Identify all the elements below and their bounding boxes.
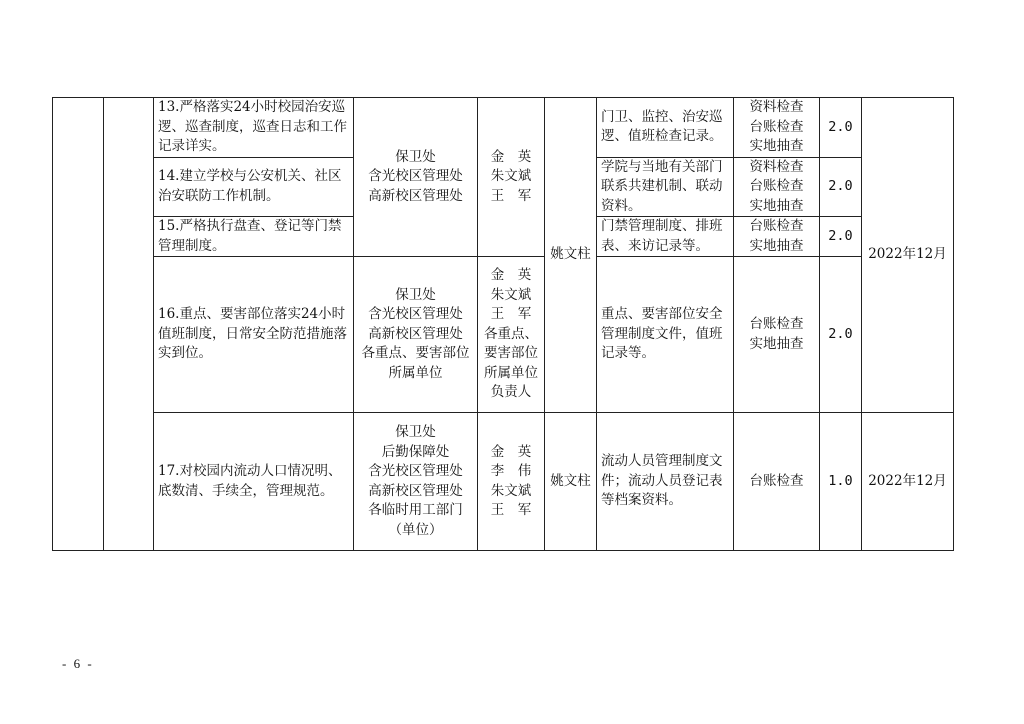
score-cell: 1.0 bbox=[820, 413, 862, 551]
page-number: - 6 - bbox=[62, 656, 94, 671]
leader-cell: 姚文柱 bbox=[545, 98, 597, 413]
deadline-cell: 2022年12月 bbox=[862, 413, 954, 551]
method-cell: 流动人员管理制度文件；流动人员登记表等档案资料。 bbox=[597, 413, 734, 551]
responsibility-table bbox=[52, 97, 954, 551]
table-row bbox=[53, 98, 954, 158]
task-cell: 17.对校园内流动人口情况明、底数清、手续全，管理规范。 bbox=[154, 413, 354, 551]
table-row bbox=[53, 413, 954, 551]
check-cell: 台账检查 实地抽查 bbox=[734, 217, 820, 257]
dept-cell: 保卫处 后勤保障处 含光校区管理处 高新校区管理处 各临时用工部门 （单位） bbox=[354, 413, 478, 551]
category-cell bbox=[53, 98, 104, 551]
subcategory-cell bbox=[104, 98, 154, 551]
check-cell: 台账检查 bbox=[734, 413, 820, 551]
task-cell: 16.重点、要害部位落实24小时值班制度，日常安全防范措施落实到位。 bbox=[154, 257, 354, 413]
score-cell: 2.0 bbox=[820, 257, 862, 413]
persons-cell: 金 英 李 伟 朱文斌 王 军 bbox=[478, 413, 545, 551]
leader-cell: 姚文柱 bbox=[545, 413, 597, 551]
method-cell: 门禁管理制度、排班表、来访记录等。 bbox=[597, 217, 734, 257]
method-cell: 门卫、监控、治安巡逻、值班检查记录。 bbox=[597, 98, 734, 158]
check-cell: 资料检查 台账检查 实地抽查 bbox=[734, 98, 820, 158]
score-cell: 2.0 bbox=[820, 217, 862, 257]
task-cell: 14.建立学校与公安机关、社区治安联防工作机制。 bbox=[154, 157, 354, 217]
method-cell: 重点、要害部位安全管理制度文件，值班记录等。 bbox=[597, 257, 734, 413]
score-cell: 2.0 bbox=[820, 98, 862, 158]
dept-cell: 保卫处 含光校区管理处 高新校区管理处 bbox=[354, 98, 478, 257]
persons-cell: 金 英 朱文斌 王 军 bbox=[478, 98, 545, 257]
task-cell: 13.严格落实24小时校园治安巡逻、巡查制度，巡查日志和工作记录详实。 bbox=[154, 98, 354, 158]
table-row bbox=[53, 257, 954, 413]
task-cell: 15.严格执行盘查、登记等门禁管理制度。 bbox=[154, 217, 354, 257]
persons-cell: 金 英 朱文斌 王 军 各重点、要害部位所属单位负责人 bbox=[478, 257, 545, 413]
score-cell: 2.0 bbox=[820, 157, 862, 217]
check-cell: 台账检查 实地抽查 bbox=[734, 257, 820, 413]
deadline-cell: 2022年12月 bbox=[862, 98, 954, 413]
check-cell: 资料检查 台账检查 实地抽查 bbox=[734, 157, 820, 217]
dept-cell: 保卫处 含光校区管理处 高新校区管理处 各重点、要害部位所属单位 bbox=[354, 257, 478, 413]
method-cell: 学院与当地有关部门联系共建机制、联动资料。 bbox=[597, 157, 734, 217]
